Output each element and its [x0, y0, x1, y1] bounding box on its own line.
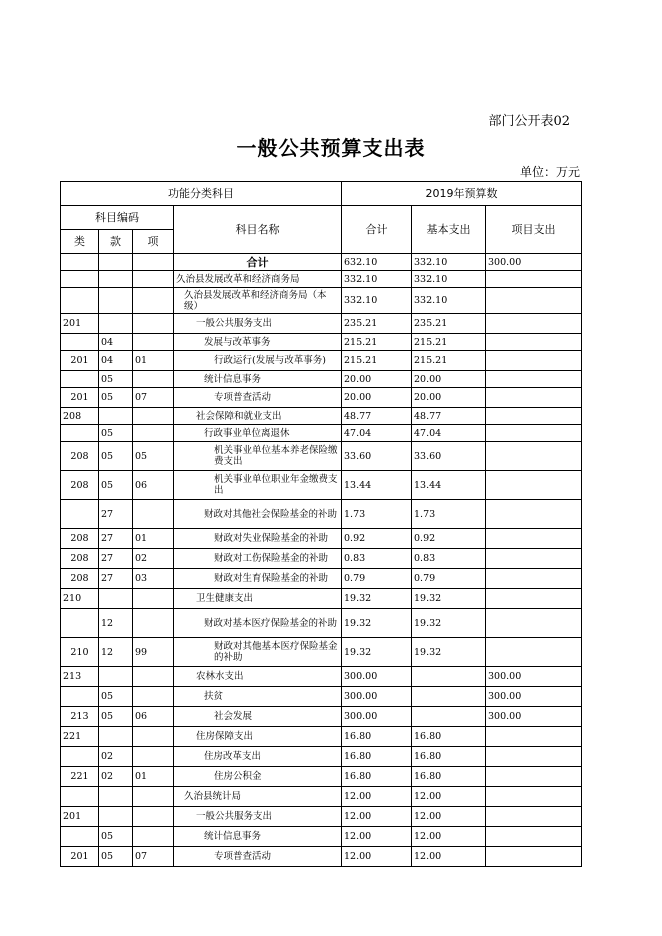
- cell-xiang: [133, 807, 174, 827]
- cell-xiang: 01: [133, 351, 174, 371]
- cell-basic: 235.21: [412, 314, 486, 334]
- cell-total: 16.80: [342, 747, 412, 767]
- cell-lei: 201: [61, 351, 99, 371]
- header-basic: 基本支出: [412, 206, 486, 254]
- cell-kuan: 05: [99, 707, 133, 727]
- cell-xiang: [133, 589, 174, 609]
- table-row: [61, 425, 582, 442]
- table-row: [61, 827, 582, 847]
- cell-xiang: 06: [133, 707, 174, 727]
- cell-lei: [61, 425, 99, 442]
- cell-project: 300.00: [486, 707, 582, 727]
- table-body: [61, 254, 582, 867]
- cell-total: 47.04: [342, 425, 412, 442]
- cell-total: 300.00: [342, 687, 412, 707]
- cell-name: 住房保障支出: [174, 727, 342, 747]
- cell-basic: 0.83: [412, 549, 486, 569]
- cell-lei: 208: [61, 471, 99, 500]
- cell-project: [486, 351, 582, 371]
- cell-kuan: [99, 271, 133, 288]
- cell-kuan: [99, 288, 133, 314]
- cell-xiang: 01: [133, 767, 174, 787]
- cell-name: 财政对失业保险基金的补助: [174, 529, 342, 549]
- cell-name: 住房改革支出: [174, 747, 342, 767]
- cell-basic: 12.00: [412, 827, 486, 847]
- cell-basic: 12.00: [412, 807, 486, 827]
- cell-project: [486, 271, 582, 288]
- cell-basic: [412, 687, 486, 707]
- cell-kuan: 05: [99, 847, 133, 867]
- cell-name: 财政对基本医疗保险基金的补助: [174, 609, 342, 638]
- table-row: [61, 847, 582, 867]
- cell-total: 1.73: [342, 500, 412, 529]
- cell-name: 久治县发展改革和经济商务局: [174, 271, 342, 288]
- cell-project: [486, 807, 582, 827]
- cell-project: [486, 589, 582, 609]
- cell-basic: 20.00: [412, 388, 486, 408]
- cell-basic: 16.80: [412, 747, 486, 767]
- header-total: 合计: [342, 206, 412, 254]
- cell-name: 行政事业单位离退休: [174, 425, 342, 442]
- cell-kuan: 05: [99, 425, 133, 442]
- cell-project: [486, 727, 582, 747]
- cell-name: 扶贫: [174, 687, 342, 707]
- cell-project: [486, 609, 582, 638]
- table-row: [61, 500, 582, 529]
- cell-kuan: 02: [99, 747, 133, 767]
- cell-basic: 19.32: [412, 609, 486, 638]
- cell-name: 机关事业单位基本养老保险缴费支出: [174, 442, 342, 471]
- cell-kuan: 05: [99, 442, 133, 471]
- cell-basic: 33.60: [412, 442, 486, 471]
- cell-lei: 210: [61, 589, 99, 609]
- cell-basic: 215.21: [412, 334, 486, 351]
- cell-name: 久治县统计局: [174, 787, 342, 807]
- cell-basic: 12.00: [412, 847, 486, 867]
- cell-name: 机关事业单位职业年金缴费支出: [174, 471, 342, 500]
- cell-basic: 0.92: [412, 529, 486, 549]
- header-lei: 类: [61, 230, 99, 254]
- cell-lei: 208: [61, 549, 99, 569]
- cell-total: 13.44: [342, 471, 412, 500]
- cell-basic: 1.73: [412, 500, 486, 529]
- cell-lei: [61, 371, 99, 388]
- cell-total: 16.80: [342, 767, 412, 787]
- table-row: [61, 334, 582, 351]
- cell-xiang: [133, 334, 174, 351]
- cell-basic: 16.80: [412, 767, 486, 787]
- cell-basic: 19.32: [412, 638, 486, 667]
- cell-name: 一般公共服务支出: [174, 314, 342, 334]
- cell-total: 632.10: [342, 254, 412, 271]
- cell-name: 久治县发展改革和经济商务局（本级）: [174, 288, 342, 314]
- table-row: [61, 442, 582, 471]
- cell-basic: 0.79: [412, 569, 486, 589]
- table-row: [61, 787, 582, 807]
- cell-lei: 221: [61, 727, 99, 747]
- table-row: [61, 727, 582, 747]
- cell-xiang: 07: [133, 388, 174, 408]
- cell-project: [486, 747, 582, 767]
- cell-project: [486, 529, 582, 549]
- cell-kuan: 05: [99, 827, 133, 847]
- cell-kuan: [99, 807, 133, 827]
- cell-xiang: [133, 687, 174, 707]
- cell-lei: 208: [61, 569, 99, 589]
- cell-kuan: 12: [99, 609, 133, 638]
- cell-xiang: [133, 500, 174, 529]
- budget-table: [60, 181, 582, 867]
- cell-name: 住房公积金: [174, 767, 342, 787]
- cell-xiang: [133, 288, 174, 314]
- cell-xiang: 05: [133, 442, 174, 471]
- cell-total: 20.00: [342, 388, 412, 408]
- table-row: [61, 609, 582, 638]
- cell-lei: [61, 687, 99, 707]
- table-row: [61, 371, 582, 388]
- cell-xiang: 03: [133, 569, 174, 589]
- table-row: [61, 707, 582, 727]
- cell-project: [486, 388, 582, 408]
- cell-lei: 210: [61, 638, 99, 667]
- cell-basic: 19.32: [412, 589, 486, 609]
- cell-kuan: 27: [99, 569, 133, 589]
- cell-xiang: [133, 727, 174, 747]
- cell-lei: 208: [61, 408, 99, 425]
- cell-total: 235.21: [342, 314, 412, 334]
- cell-xiang: [133, 371, 174, 388]
- cell-xiang: [133, 787, 174, 807]
- cell-total: 300.00: [342, 707, 412, 727]
- cell-total: 300.00: [342, 667, 412, 687]
- cell-lei: 213: [61, 667, 99, 687]
- cell-total: 16.80: [342, 727, 412, 747]
- cell-xiang: [133, 314, 174, 334]
- table-row: [61, 569, 582, 589]
- cell-name: 统计信息事务: [174, 371, 342, 388]
- cell-name: 农林水支出: [174, 667, 342, 687]
- cell-project: [486, 827, 582, 847]
- cell-lei: [61, 271, 99, 288]
- cell-name: 统计信息事务: [174, 827, 342, 847]
- cell-lei: 201: [61, 807, 99, 827]
- cell-project: [486, 767, 582, 787]
- cell-total: 215.21: [342, 351, 412, 371]
- header-project: 项目支出: [486, 206, 582, 254]
- table-row: [61, 388, 582, 408]
- cell-total: 20.00: [342, 371, 412, 388]
- header-code-group: 科目编码: [61, 206, 174, 230]
- cell-kuan: [99, 408, 133, 425]
- cell-lei: [61, 609, 99, 638]
- cell-project: [486, 847, 582, 867]
- table-row: [61, 589, 582, 609]
- cell-name: 财政对生育保险基金的补助: [174, 569, 342, 589]
- cell-name: 财政对工伤保险基金的补助: [174, 549, 342, 569]
- cell-basic: 12.00: [412, 787, 486, 807]
- cell-xiang: [133, 425, 174, 442]
- cell-xiang: [133, 609, 174, 638]
- cell-basic: 20.00: [412, 371, 486, 388]
- table-row: [61, 529, 582, 549]
- table-row: [61, 351, 582, 371]
- table-row: [61, 471, 582, 500]
- cell-project: [486, 334, 582, 351]
- cell-project: [486, 471, 582, 500]
- table-row: [61, 807, 582, 827]
- cell-xiang: 99: [133, 638, 174, 667]
- table-row: [61, 667, 582, 687]
- cell-project: 300.00: [486, 667, 582, 687]
- cell-kuan: 27: [99, 529, 133, 549]
- table-row: [61, 638, 582, 667]
- cell-kuan: 04: [99, 334, 133, 351]
- cell-basic: 13.44: [412, 471, 486, 500]
- cell-project: [486, 314, 582, 334]
- cell-name: 行政运行(发展与改革事务): [174, 351, 342, 371]
- cell-basic: 332.10: [412, 271, 486, 288]
- cell-xiang: 06: [133, 471, 174, 500]
- cell-project: [486, 425, 582, 442]
- header-name: 科目名称: [174, 206, 342, 254]
- cell-project: [486, 288, 582, 314]
- cell-kuan: 02: [99, 767, 133, 787]
- cell-kuan: 27: [99, 500, 133, 529]
- cell-name: 专项普查活动: [174, 388, 342, 408]
- table-row: [61, 408, 582, 425]
- cell-kuan: 05: [99, 388, 133, 408]
- cell-total: 19.32: [342, 589, 412, 609]
- cell-project: [486, 549, 582, 569]
- cell-project: [486, 442, 582, 471]
- cell-kuan: 12: [99, 638, 133, 667]
- cell-basic: 16.80: [412, 727, 486, 747]
- cell-basic: 215.21: [412, 351, 486, 371]
- header-budget-year: 2019年预算数: [342, 182, 582, 206]
- cell-total: 12.00: [342, 847, 412, 867]
- cell-xiang: 07: [133, 847, 174, 867]
- page-title: 一般公共预算支出表: [236, 136, 426, 160]
- cell-xiang: 02: [133, 549, 174, 569]
- cell-lei: [61, 827, 99, 847]
- cell-kuan: [99, 667, 133, 687]
- cell-xiang: [133, 827, 174, 847]
- table-row: [61, 314, 582, 334]
- table-row: [61, 288, 582, 314]
- cell-basic: 332.10: [412, 254, 486, 271]
- cell-project: [486, 500, 582, 529]
- table-row: [61, 747, 582, 767]
- table-row: [61, 549, 582, 569]
- cell-lei: 221: [61, 767, 99, 787]
- cell-kuan: 27: [99, 549, 133, 569]
- table-row: [61, 687, 582, 707]
- cell-basic: 332.10: [412, 288, 486, 314]
- form-number: 部门公开表02: [488, 114, 570, 129]
- cell-name: 财政对其他基本医疗保险基金的补助: [174, 638, 342, 667]
- cell-total: 12.00: [342, 787, 412, 807]
- cell-basic: 48.77: [412, 408, 486, 425]
- cell-kuan: [99, 589, 133, 609]
- cell-total: 12.00: [342, 807, 412, 827]
- cell-total: 33.60: [342, 442, 412, 471]
- cell-kuan: [99, 314, 133, 334]
- cell-kuan: [99, 727, 133, 747]
- cell-xiang: [133, 747, 174, 767]
- cell-kuan: 04: [99, 351, 133, 371]
- cell-lei: [61, 254, 99, 271]
- cell-project: [486, 371, 582, 388]
- cell-total: 48.77: [342, 408, 412, 425]
- cell-total: 19.32: [342, 609, 412, 638]
- cell-xiang: [133, 408, 174, 425]
- cell-lei: [61, 500, 99, 529]
- header-func-class: 功能分类科目: [61, 182, 342, 206]
- cell-name: 社会发展: [174, 707, 342, 727]
- cell-project: 300.00: [486, 254, 582, 271]
- cell-lei: [61, 334, 99, 351]
- cell-total: 0.92: [342, 529, 412, 549]
- cell-xiang: [133, 254, 174, 271]
- cell-project: [486, 408, 582, 425]
- cell-total: 332.10: [342, 288, 412, 314]
- cell-lei: 208: [61, 529, 99, 549]
- table-row: [61, 767, 582, 787]
- unit-label: 单位：万元: [519, 165, 580, 179]
- cell-name: 卫生健康支出: [174, 589, 342, 609]
- cell-project: 300.00: [486, 687, 582, 707]
- cell-basic: [412, 707, 486, 727]
- cell-kuan: 05: [99, 687, 133, 707]
- cell-xiang: [133, 667, 174, 687]
- cell-total: 12.00: [342, 827, 412, 847]
- cell-name: 社会保障和就业支出: [174, 408, 342, 425]
- cell-kuan: [99, 254, 133, 271]
- cell-lei: 208: [61, 442, 99, 471]
- cell-total: 0.79: [342, 569, 412, 589]
- header-kuan: 款: [99, 230, 133, 254]
- cell-xiang: 01: [133, 529, 174, 549]
- cell-lei: 201: [61, 388, 99, 408]
- cell-kuan: [99, 787, 133, 807]
- cell-name: 一般公共服务支出: [174, 807, 342, 827]
- cell-basic: 47.04: [412, 425, 486, 442]
- cell-total: 0.83: [342, 549, 412, 569]
- cell-kuan: 05: [99, 371, 133, 388]
- cell-name: 发展与改革事务: [174, 334, 342, 351]
- cell-project: [486, 638, 582, 667]
- cell-total: 332.10: [342, 271, 412, 288]
- table-row: [61, 254, 582, 271]
- cell-basic: [412, 667, 486, 687]
- header-xiang: 项: [133, 230, 174, 254]
- cell-lei: [61, 288, 99, 314]
- cell-lei: [61, 747, 99, 767]
- cell-name: 合计: [174, 254, 342, 271]
- cell-name: 专项普查活动: [174, 847, 342, 867]
- cell-lei: 201: [61, 847, 99, 867]
- cell-project: [486, 569, 582, 589]
- cell-kuan: 05: [99, 471, 133, 500]
- cell-total: 19.32: [342, 638, 412, 667]
- table-row: [61, 271, 582, 288]
- cell-name: 财政对其他社会保险基金的补助: [174, 500, 342, 529]
- cell-project: [486, 787, 582, 807]
- cell-xiang: [133, 271, 174, 288]
- cell-lei: 201: [61, 314, 99, 334]
- cell-lei: [61, 787, 99, 807]
- cell-total: 215.21: [342, 334, 412, 351]
- cell-lei: 213: [61, 707, 99, 727]
